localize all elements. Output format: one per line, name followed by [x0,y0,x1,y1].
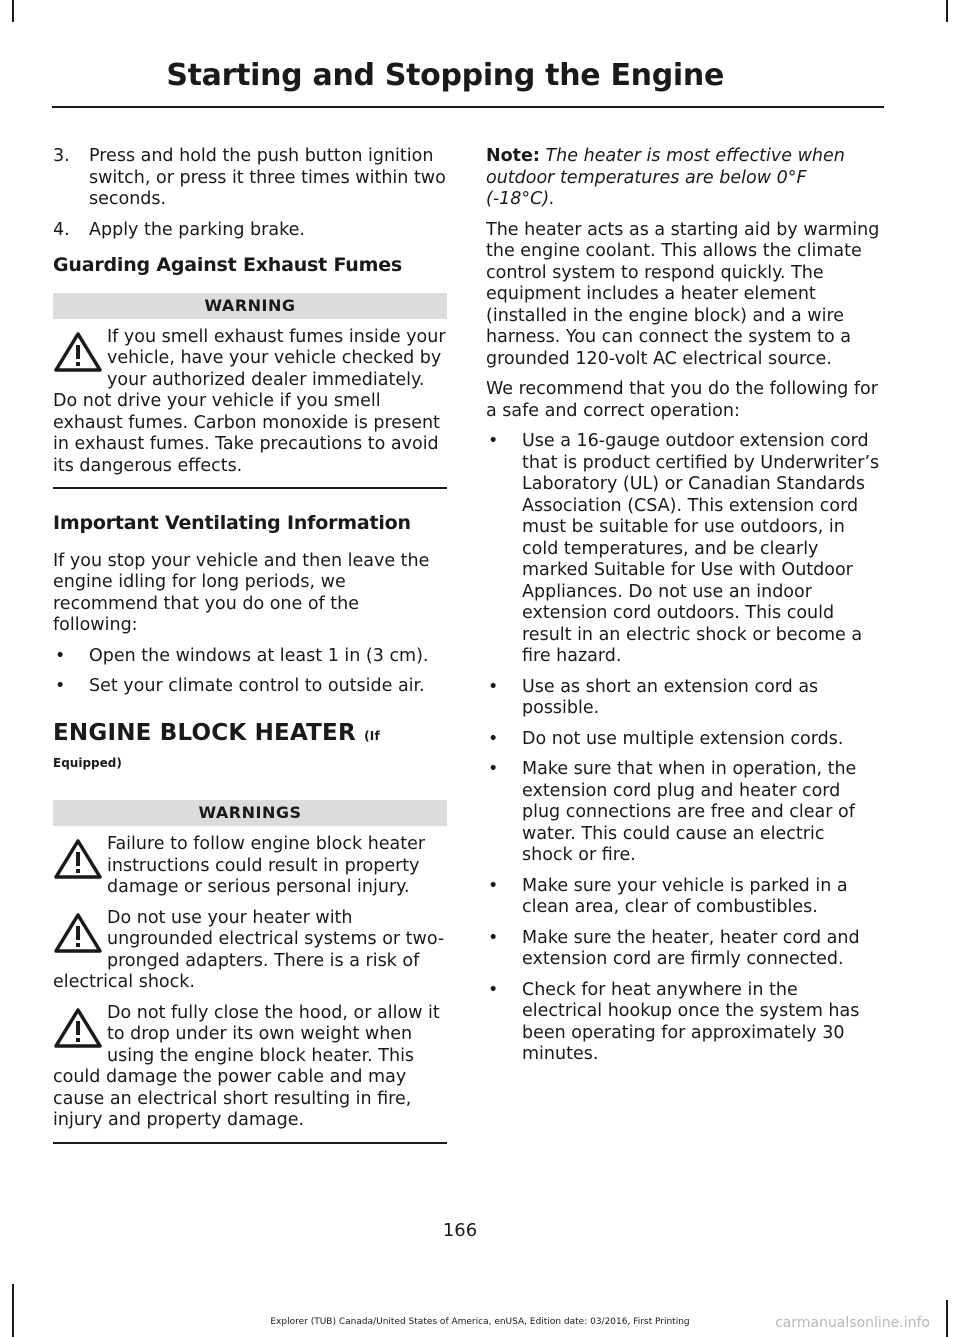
warning-triangle-icon [53,838,103,880]
warning-header: WARNING [53,293,447,319]
warning-text: Do not fully close the hood, or allow it to drop under its own weight when using the engine block heater. This could damage the power cable and may cause an electrical short resulting in fire, injury and property damage. [53,1002,440,1130]
warning-text: Failure to follow engine block heater instructions could result in property damage or serious personal injury. [107,834,426,897]
crop-mark-top-right [946,0,948,22]
numbered-step [53,220,447,242]
bullet-item: • Make sure your vehicle is parked in a clean area, clear of combustibles. [486,876,880,919]
bullet-item: • Set your climate control to outside air. [53,676,447,698]
warning-triangle-icon [53,912,103,954]
section-heading-ventilating: Important Ventilating Information [53,512,411,534]
bullet-item: • Do not use multiple extension cords. [486,729,880,751]
bullet-item: • Make sure the heater, heater cord and extension cord are firmly connected. [486,928,880,971]
step-text: Apply the parking brake. [89,219,305,240]
heading-main: ENGINE BLOCK HEATER [53,719,356,746]
step-number: 3. [53,146,70,166]
paragraph: We recommend that you do the following for a safe and correct operation: [486,379,878,421]
section-heading-exhaust: Guarding Against Exhaust Fumes [53,254,403,276]
bullet-item: • Check for heat anywhere in the electrical hookup once the system has been operating for approximately 30 minutes. [486,980,880,1066]
warning-triangle-icon [53,1007,103,1049]
section-heading-block-heater [53,718,447,751]
crop-mark-bottom-left [12,1284,14,1337]
left-column [53,146,447,1168]
bullet-item: • Use a 16-gauge outdoor extension cord that is product certified by Underwriter’s Laboratory (UL) or Canadian Standards Association (CSA). This extension cord must be suitable for use outdoors, in cold temperatures, and be clearly marked Suitable for Use with Outdoor Appliances. Do not use an indoor extension cord outdoors. This could result in an electric shock or become a fire hazard. [486,431,880,668]
warning-end-rule [53,1142,447,1144]
warning-triangle-icon [53,331,103,373]
bullet-item: • Make sure that when in operation, the extension cord plug and heater cord plug connections are free and clear of water. This could cause an electric shock or fire. [486,759,880,867]
warnings-header: WARNINGS [53,800,447,826]
warning-item [53,834,447,899]
note [486,146,880,211]
warning-text: If you smell exhaust fumes inside your vehicle, have your vehicle checked by your authorized dealer immediately. Do not drive your vehicle if you smell exhaust fumes. Carbon monoxide is present in exhaust fumes. Take precautions to avoid its dangerous effects. [53,326,446,476]
warning-end-rule [53,487,447,489]
step-number: 4. [53,219,70,240]
numbered-step [53,146,447,211]
step-text: Press and hold the push button ignition switch, or press it three times within two seconds. [89,146,446,209]
warning-text: Do not use your heater with ungrounded electrical systems or two-pronged adapters. There is a risk of electrical shock. [53,907,445,992]
bullet-item: • Open the windows at least 1 in (3 cm). [53,646,447,668]
paragraph: If you stop your vehicle and then leave the engine idling for long periods, we recommend that you do one of the following: [53,550,430,635]
paragraph: The heater acts as a starting aid by warming the engine coolant. This allows the climate control system to respond quickly. The equipment includes a heater element (installed in the engine block) and a wire harness. You can connect the system to a grounded 120-volt AC electrical source. [486,219,880,369]
heading-qualifier-cont: Equipped) [53,755,122,770]
crop-mark-top-left [12,0,14,22]
right-column [486,146,880,1075]
warning-item [53,327,447,478]
bullet-item: • Use as short an extension cord as possible. [486,677,880,720]
note-label: Note: [486,146,540,166]
heading-qualifier: (If [364,728,380,743]
warning-item [53,908,447,994]
warning-item [53,1003,447,1132]
note-text: The heater is most effective when outdoor temperatures are below 0°F (-18°C). [486,146,845,209]
watermark: carmanualsonline.info [775,1315,930,1331]
page-title: Starting and Stopping the Engine [166,58,724,93]
footer-edition-info: Explorer (TUB) Canada/United States of America, enUSA, Edition date: 03/2016, First Printing [270,1317,690,1327]
header-divider [52,106,884,108]
page-number: 166 [442,1220,478,1241]
